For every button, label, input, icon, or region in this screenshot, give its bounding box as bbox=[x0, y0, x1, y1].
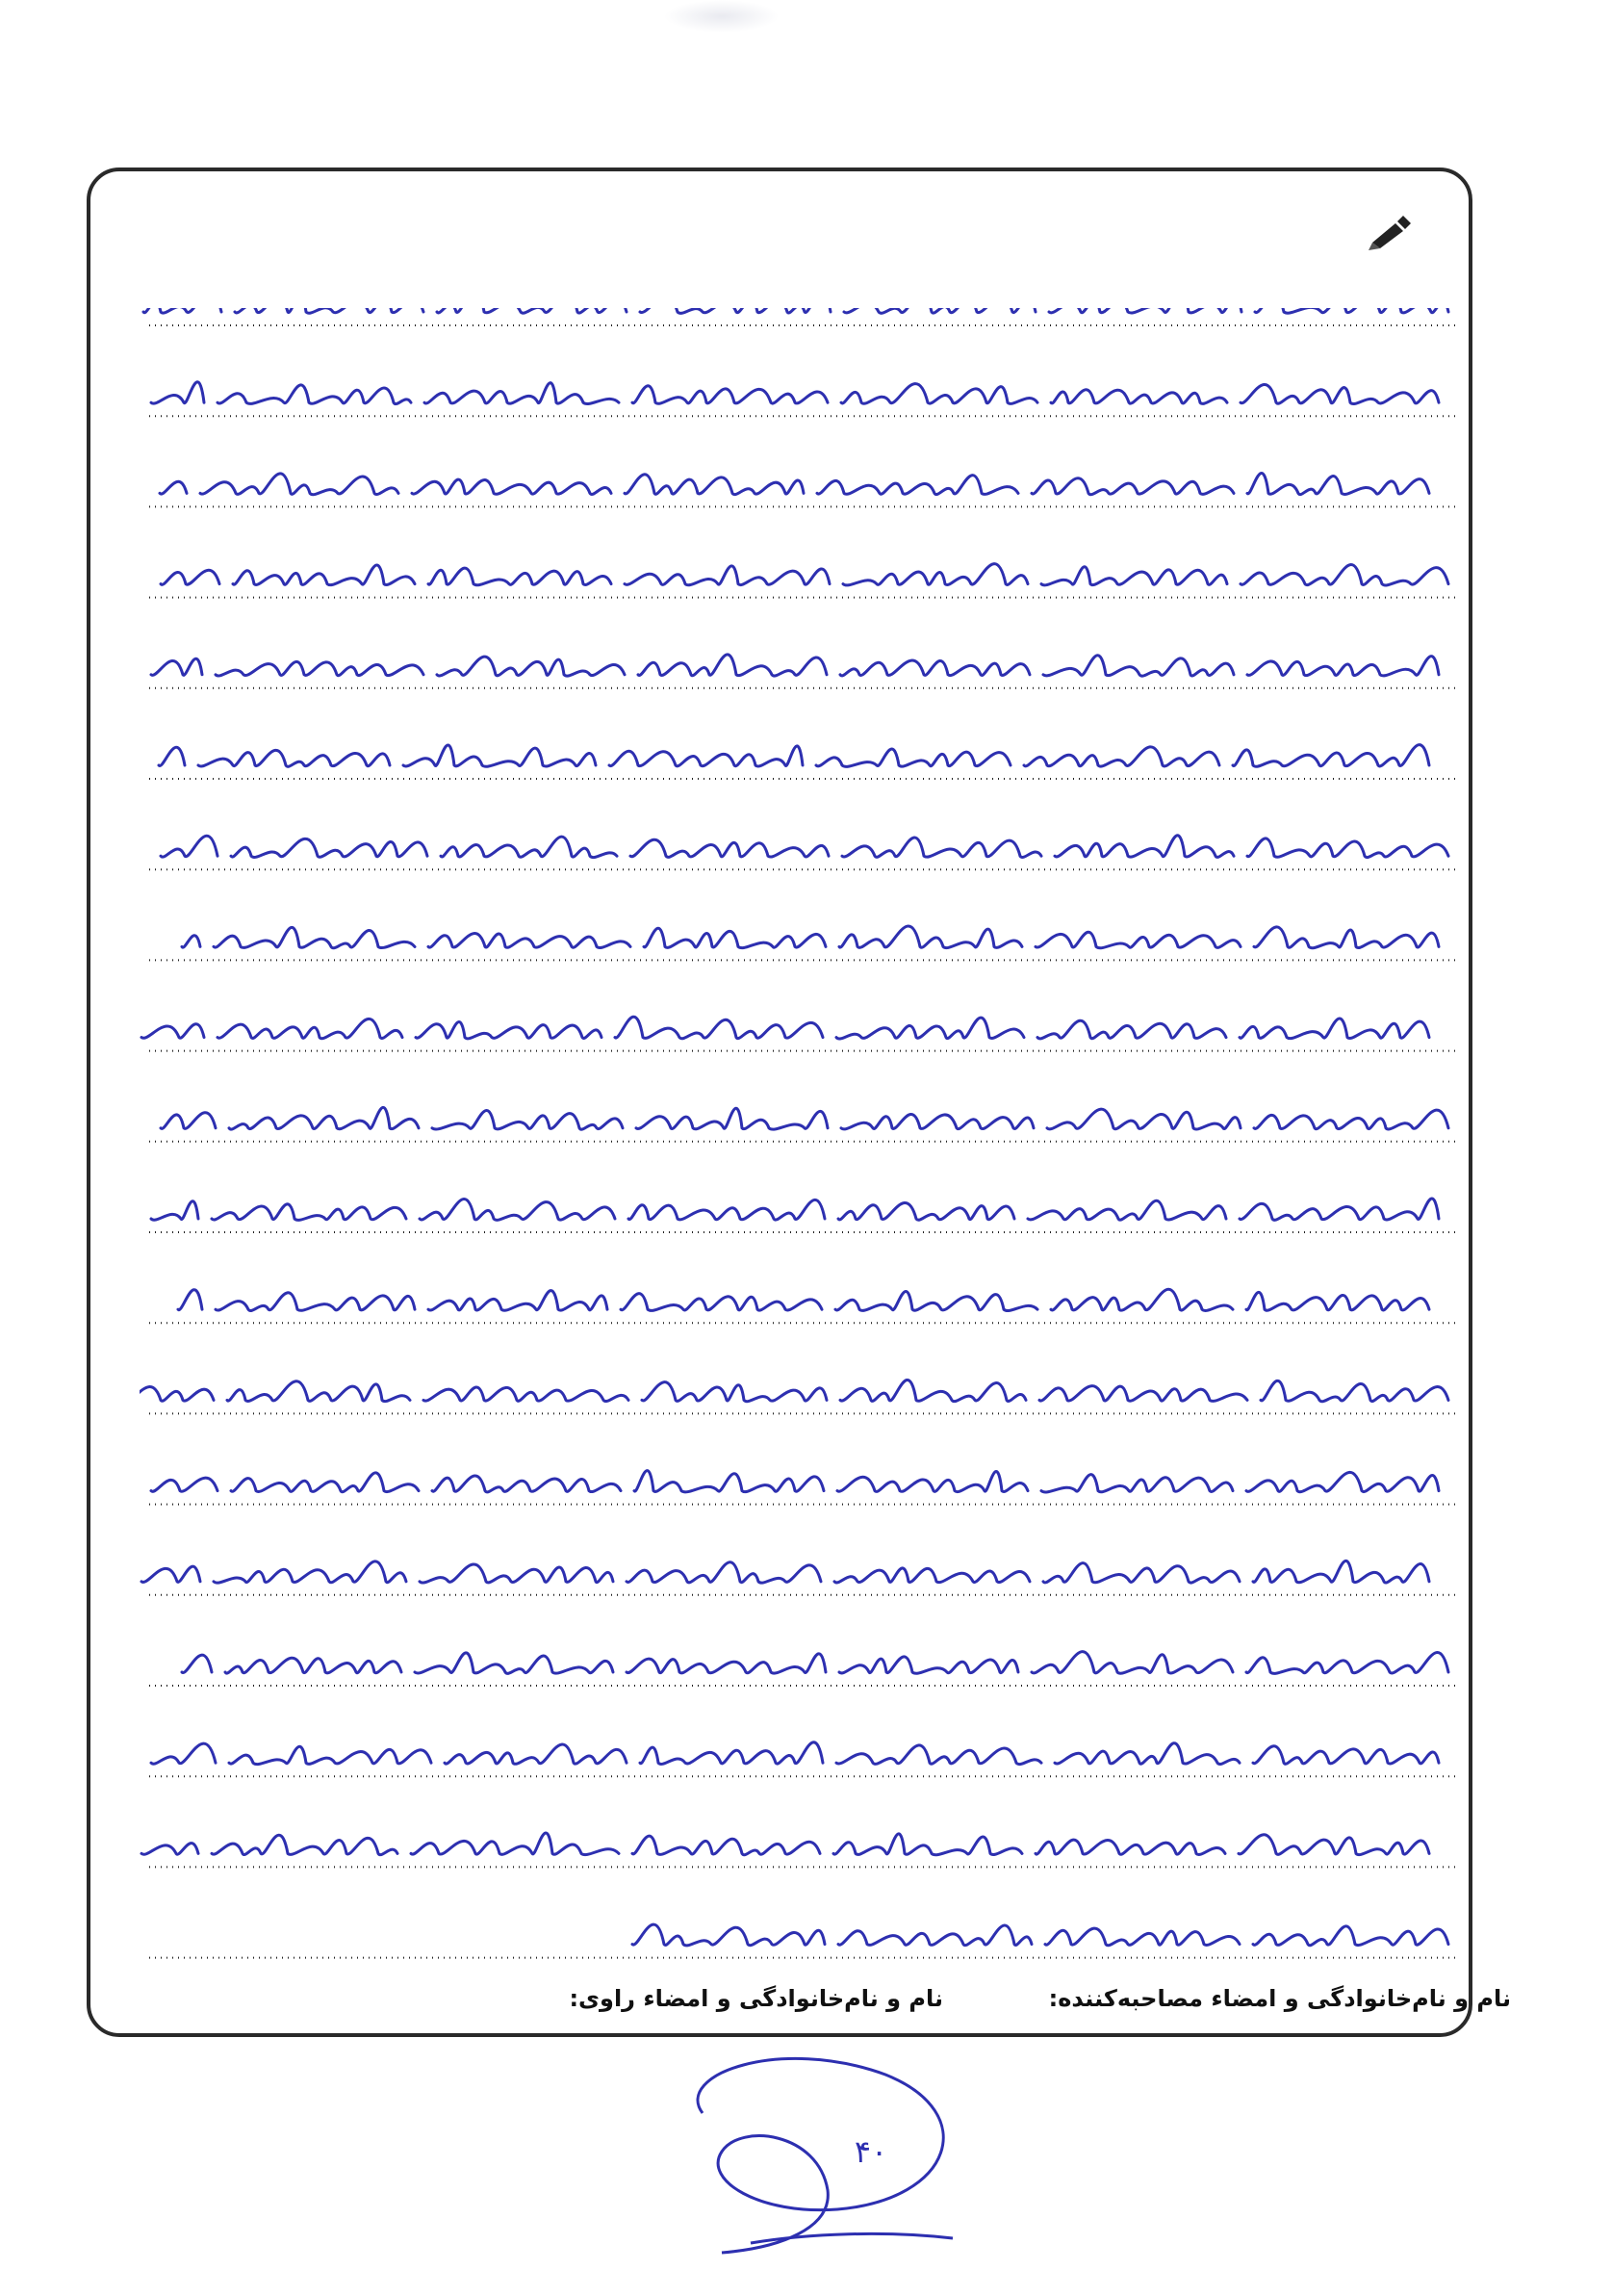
page-number: ۴۰ bbox=[854, 2133, 888, 2170]
pencil-icon bbox=[1367, 214, 1415, 252]
handwriting-stroke bbox=[178, 1289, 1429, 1310]
signature-footer bbox=[289, 1985, 1511, 2024]
handwriting-stroke bbox=[159, 745, 1429, 767]
handwriting-stroke bbox=[151, 655, 1439, 676]
handwriting-stroke bbox=[143, 308, 1448, 313]
handwriting-stroke bbox=[160, 473, 1429, 494]
scan-smudge bbox=[664, 0, 780, 33]
handwriting-stroke bbox=[141, 1561, 1429, 1583]
handwriting-stroke bbox=[141, 1017, 1429, 1039]
interviewer-signature-label: نام و نام‌خانوادگی و امضاء مصاحبه‌کننده: bbox=[1048, 1985, 1511, 2012]
narrator-signature-label: نام و نام‌خانوادگی و امضاء راوی: bbox=[569, 1985, 943, 2012]
handwriting-stroke bbox=[151, 382, 1439, 404]
handwriting-stroke bbox=[161, 836, 1448, 858]
handwriting-stroke bbox=[151, 1471, 1439, 1492]
handwritten-lines bbox=[140, 308, 1477, 2022]
handwriting-stroke bbox=[141, 1833, 1429, 1855]
handwriting-stroke bbox=[140, 1380, 1448, 1401]
handwriting-stroke bbox=[161, 1107, 1448, 1129]
handwriting-stroke bbox=[151, 1742, 1439, 1765]
handwriting-stroke bbox=[182, 926, 1439, 948]
handwriting-stroke bbox=[182, 1652, 1448, 1674]
handwriting-stroke bbox=[161, 564, 1448, 585]
handwriting-stroke bbox=[151, 1199, 1439, 1220]
handwriting-stroke bbox=[619, 1924, 1448, 1946]
